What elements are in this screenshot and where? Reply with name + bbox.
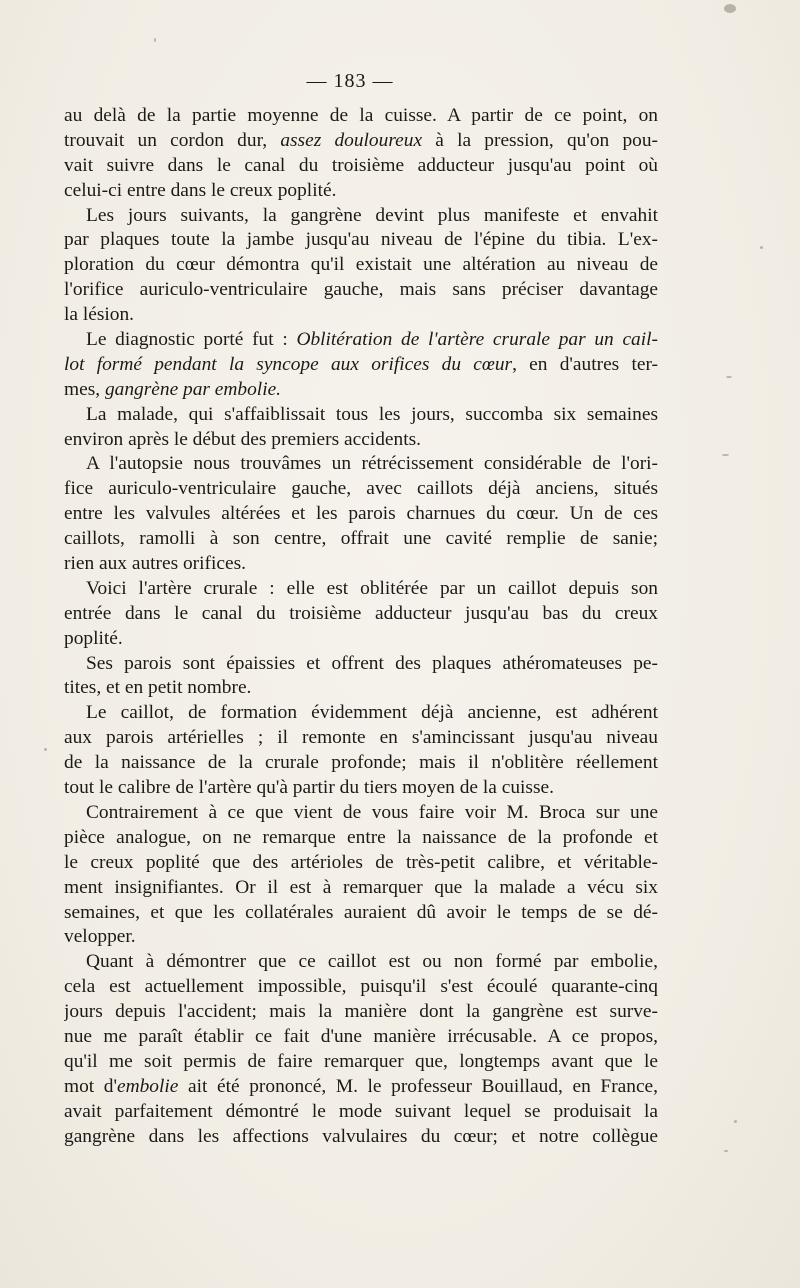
text-line (64, 303, 658, 328)
text-line (64, 627, 658, 652)
text-segment: vait suivre dans le canal du troisième adducteur jusqu'au point où (64, 154, 658, 176)
text-line (64, 1100, 658, 1125)
text-segment: jours depuis l'accident; mais la manière dont la gangrène est surve- (64, 1001, 658, 1023)
text-segment: fice auriculo-ventriculaire gauche, avec caillots déjà anciens, situés (64, 478, 658, 500)
text-line (64, 452, 658, 477)
text-segment: au delà de la partie moyenne de la cuisse. A partir de ce point, on (64, 105, 658, 126)
paper-speck (760, 246, 763, 249)
text-line (64, 353, 658, 378)
text-segment: Ses parois sont épaissies et offrent des plaques athéromateuses pe- (86, 652, 658, 674)
text-segment: l'orifice auriculo-ventriculaire gauche, mais sans préciser davantage (64, 279, 658, 301)
text-line (64, 876, 658, 901)
body-text (64, 104, 658, 1149)
text-line (64, 253, 658, 278)
text-segment: avait parfaitement démontré le mode suivant lequel se produisait la (64, 1100, 658, 1122)
text-segment: A l'autopsie nous trouvâmes un rétrécissement considérable de l'ori- (86, 453, 658, 475)
text-segment: Contrairement à ce que vient de vous faire voir M. Broca sur une (86, 801, 658, 823)
text-line (64, 179, 658, 204)
text-line (64, 104, 658, 129)
paragraph (64, 577, 658, 652)
paragraph (64, 204, 658, 328)
text-segment: ment insignifiantes. Or il est à remarquer que la malade a vécu six (64, 876, 658, 898)
paragraph (64, 701, 658, 801)
text-segment: aux parois artérielles ; il remonte en s'amincissant jusqu'au niveau (64, 727, 658, 749)
text-segment: poplité. (64, 627, 123, 649)
paper-speck (44, 748, 47, 751)
text-segment: trouvait un cordon dur, (64, 129, 281, 151)
paragraph (64, 950, 658, 1149)
paragraph (64, 801, 658, 950)
text-line (64, 1125, 658, 1150)
text-line (64, 204, 658, 229)
text-segment: le creux poplité que des artérioles de très-petit calibre, et véritable- (64, 851, 658, 873)
text-line (64, 602, 658, 627)
paragraph (64, 652, 658, 702)
text-line (64, 975, 658, 1000)
text-segment: entre les valvules altérées et les parois charnues du cœur. Un de ces (64, 503, 658, 525)
text-line (64, 676, 658, 701)
text-line (64, 826, 658, 851)
text-line (64, 129, 658, 154)
italic-text: embolie (116, 1075, 179, 1097)
text-segment: environ après le début des premiers accidents. (64, 428, 421, 450)
text-segment: entrée dans le canal du troisième adducteur jusqu'au bas du creux (64, 602, 658, 624)
text-line (64, 328, 658, 353)
text-segment: cela est actuellement impossible, puisqu'il s'est écoulé quarante-cinq (64, 976, 658, 998)
text-segment: pièce analogue, on ne remarque entre la naissance de la profonde et (64, 826, 658, 848)
text-segment: mes, (64, 378, 105, 400)
text-segment: tout le calibre de l'artère qu'à partir du tiers moyen de la cuisse. (64, 777, 554, 799)
text-segment: mot d' (64, 1075, 117, 1097)
text-line (64, 925, 658, 950)
text-segment: Les jours suivants, la gangrène devint plus manifeste et envahit (86, 204, 658, 226)
text-segment: Voici l'artère crurale : elle est oblitérée par un caillot depuis son (86, 577, 658, 599)
text-line (64, 228, 658, 253)
paragraph (64, 452, 658, 576)
text-line (64, 1025, 658, 1050)
text-segment: Le diagnostic porté fut : (86, 329, 297, 351)
paragraph (64, 328, 658, 403)
text-line (64, 378, 658, 403)
paper-speck (724, 1150, 728, 1152)
paper-speck (724, 4, 736, 13)
text-segment: caillots, ramolli à son centre, offrait une cavité remplie de sanie; (64, 528, 658, 550)
text-segment: velopper. (64, 926, 136, 948)
page-number: — 183 — (306, 70, 394, 92)
italic-text: gangrène par embolie. (104, 378, 282, 400)
text-segment: La malade, qui s'affaiblissait tous les jours, succomba six semaines (86, 403, 658, 425)
text-line (64, 502, 658, 527)
text-segment: de la naissance de la crurale profonde; mais il n'oblitère réellement (64, 752, 658, 774)
paper-speck (722, 454, 729, 456)
text-segment: ait été prononcé, M. le professeur Bouillaud, en France, (178, 1075, 658, 1097)
text-line (64, 552, 658, 577)
text-line (64, 801, 658, 826)
paper-speck (154, 38, 156, 42)
text-line (64, 278, 658, 303)
text-segment: Quant à démontrer que ce caillot est ou non formé par embolie, (86, 951, 658, 973)
paragraph (64, 104, 658, 204)
text-line (64, 154, 658, 179)
text-line (64, 577, 658, 602)
text-segment: qu'il me soit permis de faire remarquer que, longtemps avant que le (64, 1050, 658, 1072)
italic-text: Oblitération de l'artère crurale par un cail- (296, 329, 658, 351)
text-segment: semaines, et que les collatérales auraient dû avoir le temps de se dé- (64, 901, 658, 923)
text-line (64, 403, 658, 428)
text-segment: par plaques toute la jambe jusqu'au niveau de l'épine du tibia. L'ex- (64, 229, 658, 251)
text-line (64, 1050, 658, 1075)
text-line (64, 1075, 658, 1100)
paper-speck (726, 376, 732, 378)
text-segment: tites, et en petit nombre. (64, 677, 252, 699)
text-line (64, 901, 658, 926)
text-segment: à la pression, qu'on pou- (422, 129, 658, 151)
text-segment: rien aux autres orifices. (64, 553, 246, 575)
text-segment: Le caillot, de formation évidemment déjà ancienne, est adhérent (86, 702, 658, 724)
italic-text: lot formé pendant la syncope aux orifices du cœur (64, 353, 513, 375)
text-line (64, 701, 658, 726)
text-line (64, 776, 658, 801)
text-line (64, 652, 658, 677)
text-line (64, 527, 658, 552)
paper-speck (734, 1120, 737, 1123)
italic-text: assez douloureux (280, 129, 423, 151)
text-segment: nue me paraît établir ce fait d'une manière irrécusable. A ce propos, (64, 1025, 658, 1047)
text-line (64, 1000, 658, 1025)
text-line (64, 477, 658, 502)
text-line (64, 726, 658, 751)
text-line (64, 428, 658, 453)
text-segment: la lésion. (64, 304, 135, 326)
text-line (64, 751, 658, 776)
text-segment: gangrène dans les affections valvulaires du cœur; et notre collègue (64, 1125, 658, 1147)
text-segment: celui-ci entre dans le creux poplité. (64, 179, 337, 201)
text-segment: ploration du cœur démontra qu'il existait une altération au niveau de (64, 254, 658, 276)
paragraph (64, 403, 658, 453)
text-line (64, 950, 658, 975)
text-segment: , en d'autres ter- (512, 353, 658, 375)
text-line (64, 851, 658, 876)
